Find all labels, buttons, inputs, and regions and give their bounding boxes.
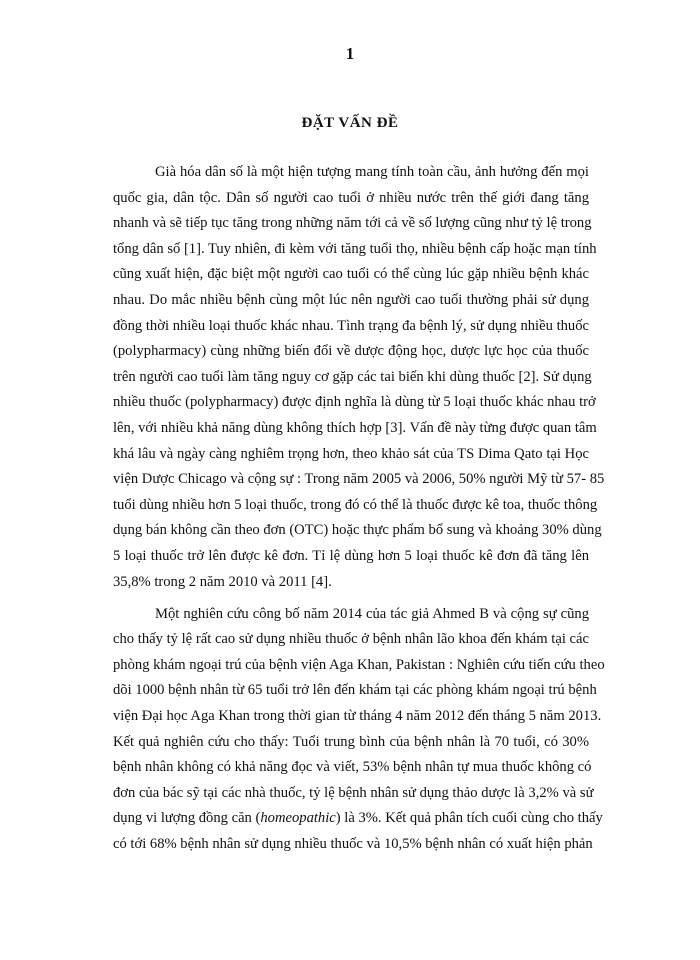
text-line: 5 loại thuốc trở lên được kê đơn. Tỉ lệ dùng hơn 5 loại thuốc kê đơn đã tăng lên — [113, 547, 589, 564]
text-line: trên người cao tuổi làm tăng nguy cơ gặp các tai biến khi dùng thuốc [2]. Sử dụng — [113, 368, 592, 385]
body-text — [113, 160, 605, 858]
text-line: khá lâu và ngày càng nghiêm trọng hơn, theo khảo sát của TS Dima Qato tại Học — [113, 445, 589, 462]
paragraph-1 — [113, 160, 605, 595]
text-line — [113, 806, 603, 832]
text-line: (polypharmacy) cùng những biến đổi về dược động học, dược lực học của thuốc — [113, 343, 589, 360]
text-line: nhanh và sẽ tiếp tục tăng trong những năm tới cả về số lượng cũng như tỷ lệ trong — [113, 215, 592, 232]
italic-term: homeopathic — [260, 810, 336, 827]
text-line: 35,8% trong 2 năm 2010 và 2011 [4]. — [113, 573, 332, 590]
text-line: lên, với nhiều khả năng dùng không thích hợp [3]. Vấn đề này từng được quan tâm — [113, 419, 597, 436]
text-line: bệnh nhân không có khả năng đọc và viết, 53% bệnh nhân tự mua thuốc không có — [113, 759, 592, 776]
text-line: tổng dân số [1]. Tuy nhiên, đi kèm với tăng tuổi thọ, nhiều bệnh cấp hoặc mạn tính — [113, 240, 597, 257]
text-line: cho thấy tỷ lệ rất cao sử dụng nhiều thuốc ở bệnh nhân lão khoa đến khám tại các — [113, 631, 589, 648]
text-segment: dụng vi lượng đồng căn ( — [113, 810, 261, 827]
text-line: Già hóa dân số là một hiện tượng mang tính toàn cầu, ảnh hưởng đến mọi — [155, 164, 589, 180]
text-line: dõi 1000 bệnh nhân từ 65 tuổi trở lên đến khám tại các phòng khám ngoại trú bệnh — [113, 682, 597, 699]
text-line: Một nghiên cứu công bố năm 2014 của tác giả Ahmed B và cộng sự cũng — [155, 605, 589, 622]
text-line: Kết quả nghiên cứu cho thấy: Tuổi trung bình của bệnh nhân là 70 tuổi, có 30% — [113, 733, 589, 750]
text-line: nhiều thuốc (polypharmacy) được định nghĩa là dùng từ 5 loại thuốc khác nhau trở — [113, 394, 596, 411]
text-line: phòng khám ngoại trú của bệnh viện Aga Khan, Pakistan : Nghiên cứu tiến cứu theo — [113, 656, 605, 673]
text-line: cũng xuất hiện, đặc biệt một người cao tuổi có thể cùng lúc gặp nhiều bệnh khác — [113, 266, 589, 283]
text-line: viện Đại học Aga Khan trong thời gian từ tháng 4 năm 2012 đến tháng 5 năm 2013. — [113, 707, 602, 724]
text-line: đơn của bác sỹ tại các nhà thuốc, tỷ lệ bệnh nhân sử dụng thảo dược là 3,2% và sử — [113, 784, 594, 801]
page-title: ĐẶT VẤN ĐỀ — [301, 115, 399, 131]
text-line: viện Dược Chicago và cộng sự : Trong năm 2005 và 2006, 50% người Mỹ từ 57- 85 — [113, 471, 605, 488]
text-line: có tới 68% bệnh nhân sử dụng nhiều thuốc và 10,5% bệnh nhân có xuất hiện phản — [113, 835, 593, 852]
text-line: dụng bán không cần theo đơn (OTC) hoặc thực phẩm bổ sung và khoảng 30% dùng — [113, 522, 602, 539]
text-line: quốc gia, dân tộc. Dân số người cao tuổi ở nhiều nước trên thế giới đang tăng — [113, 189, 589, 206]
text-segment: ) là 3%. Kết quả phân tích cuối cùng cho thấy — [335, 810, 603, 827]
page-number: 1 — [345, 44, 355, 63]
text-line: tuổi dùng nhiều hơn 5 loại thuốc, trong đó có thể là thuốc được kê toa, thuốc thông — [113, 496, 598, 513]
paragraph-2 — [113, 602, 605, 858]
text-line: nhau. Do mắc nhiều bệnh cùng một lúc nên người cao tuổi thường phải sử dụng — [113, 291, 589, 308]
text-line: đồng thời nhiều loại thuốc khác nhau. Tình trạng đa bệnh lý, sử dụng nhiều thuốc — [113, 317, 589, 334]
